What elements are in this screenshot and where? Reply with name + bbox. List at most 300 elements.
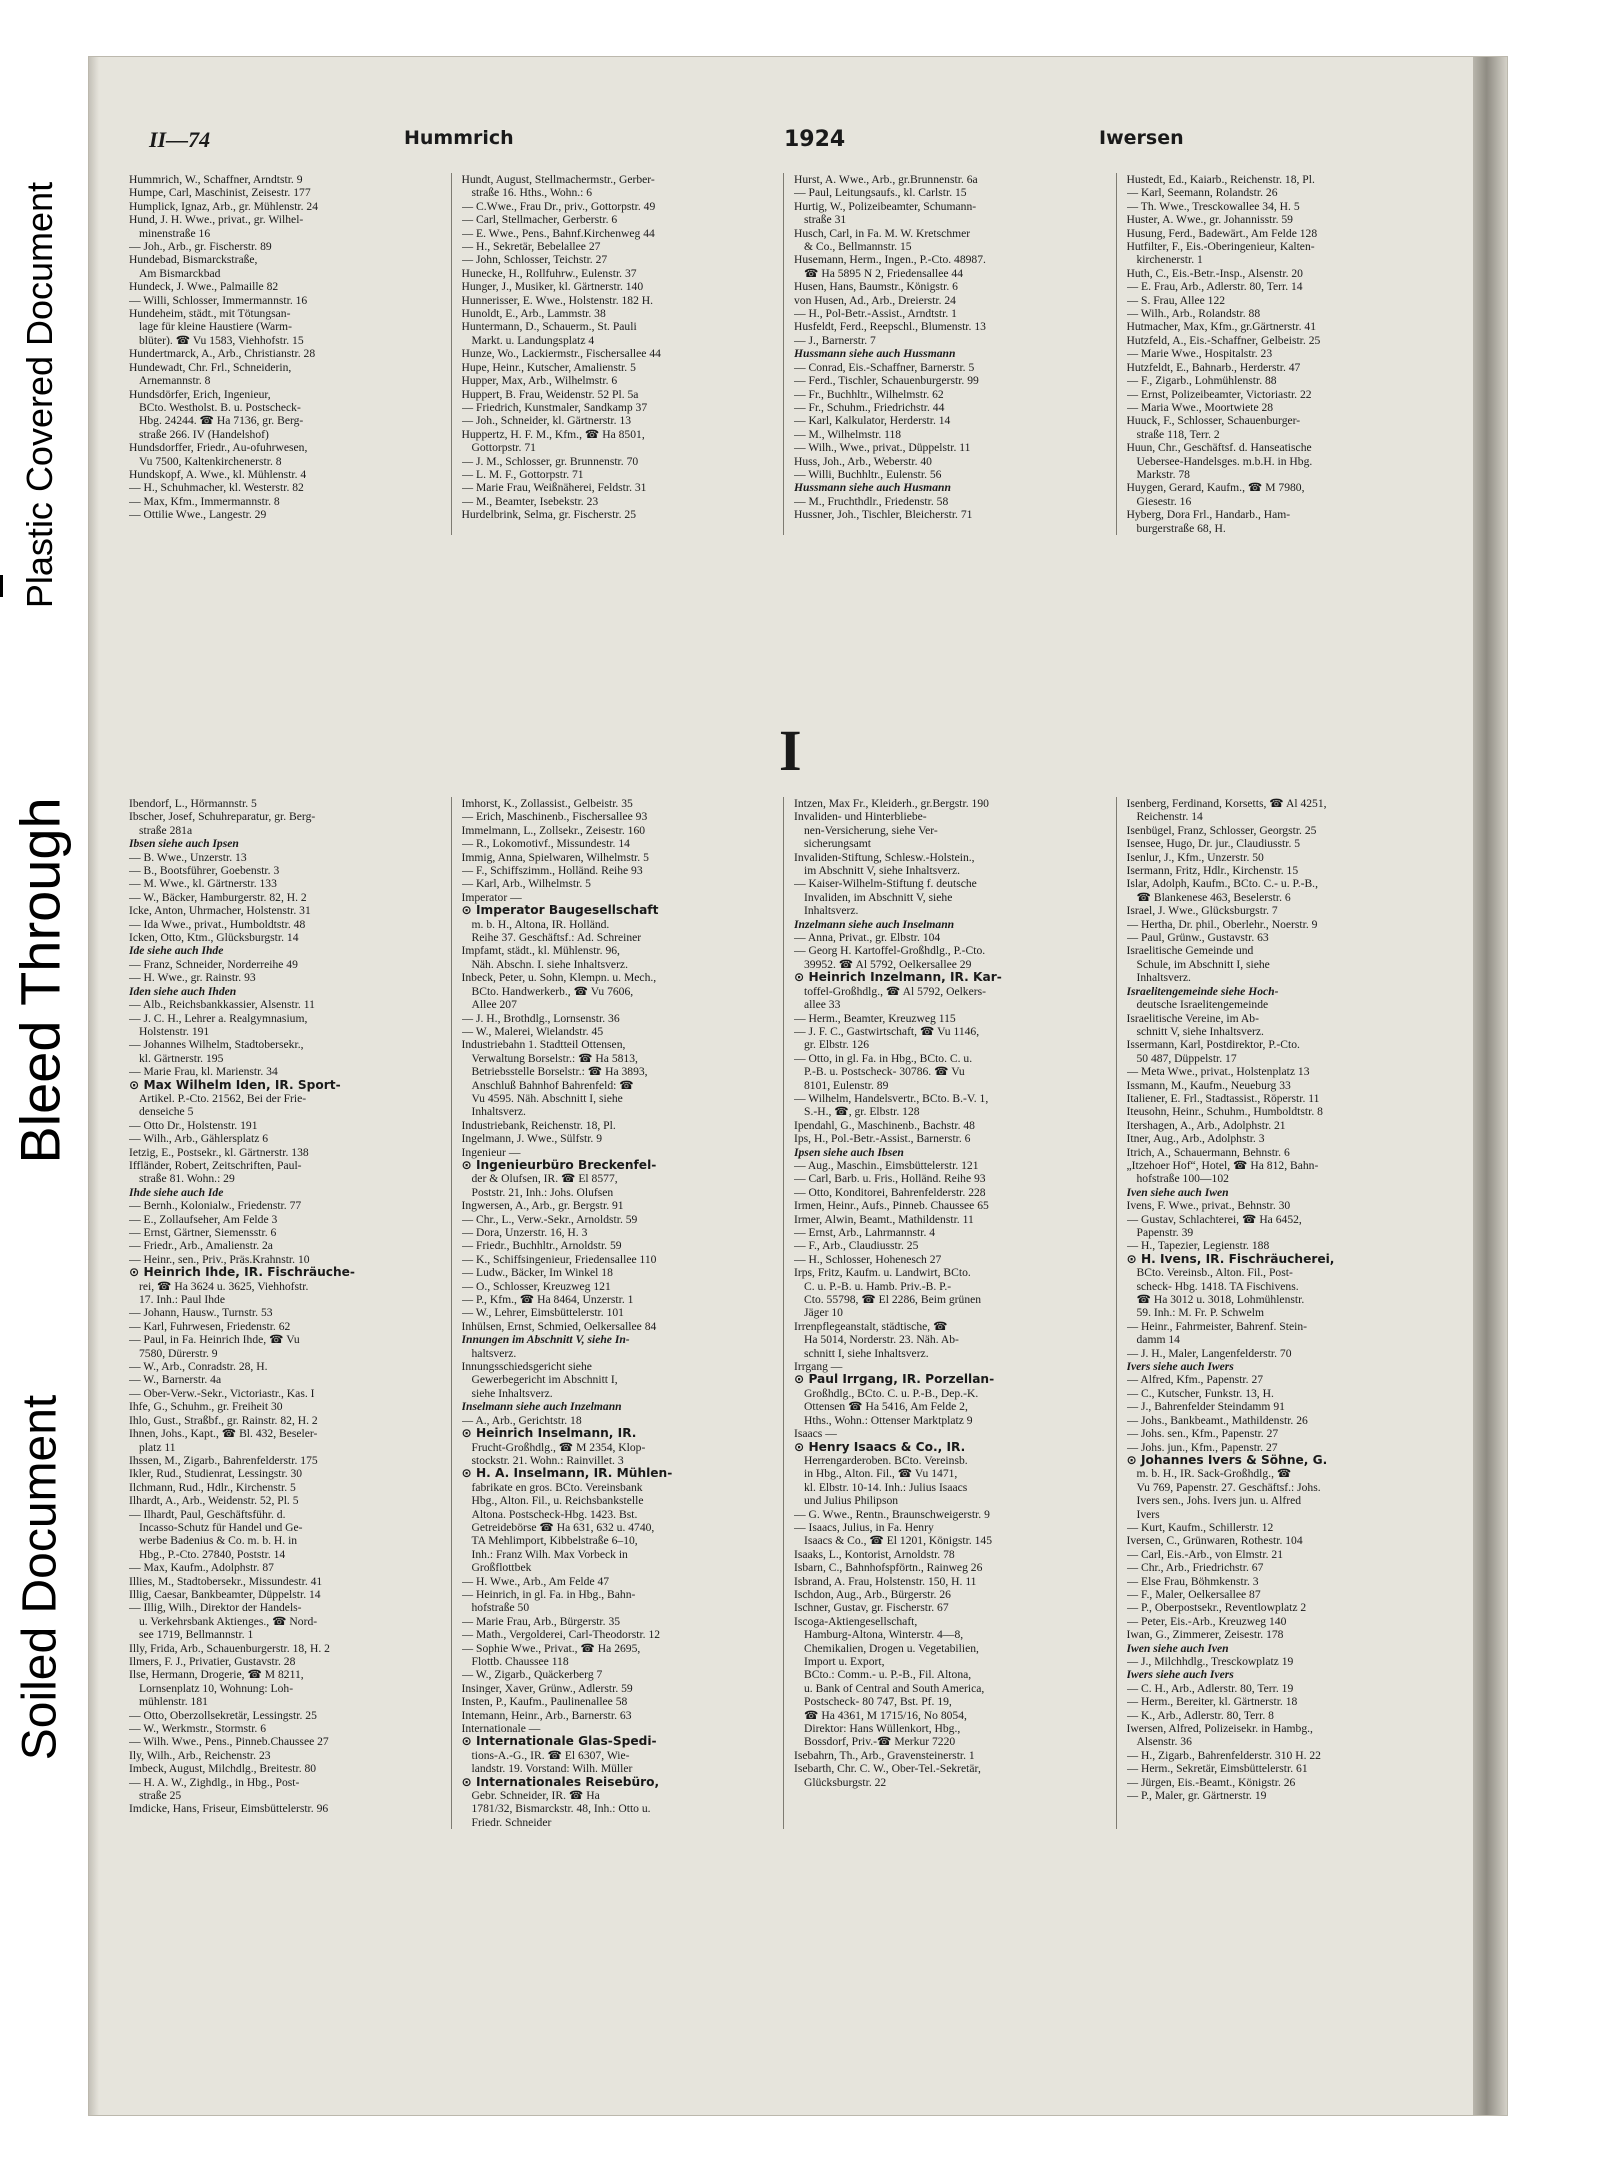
directory-entry: Hustedt, Ed., Kaiarb., Reichenstr. 18, Pl. — [1126, 173, 1315, 186]
directory-entry: nen-Versicherung, siehe Ver- — [804, 823, 938, 837]
directory-entry: ⊙ Ingenieurbüro Breckenfel- — [461, 1158, 657, 1172]
directory-entry: Husung, Ferd., Badewärt., Am Felde 128 — [1126, 226, 1318, 240]
directory-entry: minenstraße 16 — [139, 226, 211, 240]
directory-entry: — Joh., Arb., gr. Fischerstr. 89 — [129, 240, 272, 254]
directory-entry: Husfeldt, Ferd., Reepschl., Blumenstr. 13 — [794, 320, 986, 334]
directory-entry: Irmen, Heinr., Aufs., Pinneb. Chaussee 65 — [794, 1199, 989, 1213]
directory-entry: Ipendahl, G., Maschinenb., Bachstr. 48 — [794, 1118, 975, 1132]
directory-entry: — E. Wwe., Pens., Bahnf.Kirchenweg 44 — [461, 226, 655, 240]
directory-entry: Reihe 37. Geschäftsf.: Ad. Schreiner — [471, 931, 642, 945]
directory-entry: Hussner, Joh., Tischler, Bleicherstr. 71 — [794, 508, 973, 522]
directory-entry: Hummrich, W., Schaffner, Arndtstr. 9 — [129, 173, 303, 186]
directory-entry: Isebarth, Chr. C. W., Ober-Tel.-Sekretär, — [794, 1762, 981, 1776]
directory-entry: — Friedrich, Kunstmaler, Sandkamp 37 — [461, 400, 648, 414]
directory-entry: mühlenstr. 181 — [139, 1695, 208, 1709]
directory-entry: hofstraße 100—102 — [1136, 1172, 1229, 1186]
directory-entry: Hutfilter, F., Eis.-Oberingenieur, Kalten- — [1126, 240, 1315, 254]
directory-entry: Huppert, B. Frau, Weidenstr. 52 Pl. 5a — [461, 387, 639, 401]
directory-entry: Friedr. Schneider — [471, 1815, 552, 1829]
directory-entry: Ottensen ☎ Ha 5416, Am Felde 2, — [804, 1400, 968, 1414]
directory-entry: straße 25 — [139, 1789, 182, 1803]
directory-entry: Hunger, J., Musiker, kl. Gärtnerstr. 140 — [461, 280, 644, 294]
directory-entry: ⊙ Paul Irrgang, IR. Porzellan- — [794, 1373, 995, 1387]
directory-entry: Isenbügel, Franz, Schlosser, Georgstr. 25 — [1126, 823, 1317, 837]
directory-entry: — Johs. jun., Kfm., Papenstr. 27 — [1126, 1440, 1278, 1454]
directory-entry: Inzelmann siehe auch Inselmann — [794, 917, 955, 931]
directory-entry: Ietzig, E., Postsekr., kl. Gärtnerstr. 138 — [129, 1145, 309, 1159]
directory-entry: Illies, M., Stadtobersekr., Missundestr. 41 — [129, 1574, 323, 1588]
directory-entry: — F., Maler, Oelkersallee 87 — [1126, 1587, 1261, 1601]
directory-entry: Giesestr. 16 — [1136, 494, 1192, 508]
section-letter: I — [779, 718, 802, 783]
directory-entry: Inhaltsverz. — [471, 1105, 526, 1119]
directory-entry: Ilse, Hermann, Drogerie, ☎ M 8211, — [129, 1668, 304, 1682]
header-first-entry: Hummrich — [404, 127, 514, 149]
directory-entry: „Itzehoer Hof“, Hotel, ☎ Ha 812, Bahn- — [1126, 1158, 1319, 1172]
directory-entry: — Otto Dr., Holstenstr. 191 — [129, 1118, 258, 1132]
directory-entry: — H., Schuhmacher, kl. Westerstr. 82 — [129, 481, 304, 495]
header-last-entry: Iwersen — [1099, 127, 1184, 149]
directory-entry: Näh. Abschn. I. siehe Inhaltsverz. — [471, 957, 628, 971]
directory-entry: Inselmann siehe auch Inzelmann — [461, 1400, 622, 1414]
directory-entry: 59. Inh.: M. Fr. P. Schwelm — [1136, 1306, 1265, 1320]
directory-entry: Ivers siehe auch Iwers — [1126, 1360, 1234, 1374]
directory-entry: Issmann, M., Kaufm., Neueburg 33 — [1126, 1078, 1291, 1092]
directory-entry: — Erich, Maschinenb., Fischersallee 93 — [461, 810, 648, 824]
directory-entry: — W., Zigarb., Quäckerberg 7 — [461, 1668, 603, 1682]
directory-entry: Icke, Anton, Uhrmacher, Holstenstr. 31 — [129, 904, 311, 918]
directory-entry: — Ernst, Arb., Lahrmannstr. 4 — [794, 1226, 936, 1239]
directory-entry: werbe Badenius & Co. m. b. H. in — [139, 1534, 298, 1548]
directory-column — [794, 173, 1117, 535]
directory-entry: Iteusohn, Heinr., Schuhm., Humboldtstr. 8 — [1126, 1105, 1323, 1119]
directory-entry: Gebr. Schneider, IR. ☎ Ha — [471, 1789, 600, 1803]
directory-entry: Incasso-Schutz für Handel und Ge- — [139, 1520, 303, 1534]
directory-entry: — K., Schiffsingenieur, Friedensallee 110 — [461, 1252, 657, 1266]
directory-entry: — H., Zigarb., Bahrenfelderstr. 310 H. 22 — [1126, 1748, 1321, 1762]
directory-entry: Arnemannstr. 8 — [139, 374, 211, 388]
directory-entry: toffel-Großhdlg., ☎ Al 5792, Oelkers- — [804, 984, 986, 998]
directory-entry: Hunoldt, E., Arb., Lammstr. 38 — [461, 307, 606, 321]
directory-entry: Holstenstr. 191 — [139, 1024, 210, 1038]
directory-entry: Betriebsstelle Borselstr.: ☎ Ha 3893, — [471, 1065, 648, 1079]
directory-entry: Inh.: Franz Wilh. Max Vorbeck in — [471, 1547, 628, 1561]
directory-entry: — P., Maler, gr. Gärtnerstr. 19 — [1126, 1789, 1267, 1803]
directory-entry: — J. C. H., Lehrer a. Realgymnasium, — [129, 1011, 308, 1025]
directory-entry: — Jürgen, Eis.-Beamt., Königstr. 26 — [1126, 1775, 1296, 1789]
directory-entry: Iwen siehe auch Iven — [1126, 1641, 1229, 1655]
directory-entry: Iwersen, Alfred, Polizeisekr. in Hambg., — [1126, 1722, 1313, 1736]
directory-entry: — Georg H. Kartoffel-Großhdlg., P.-Cto. — [794, 944, 986, 958]
directory-entry: — Marie Frau, Weißnäherei, Feldstr. 31 — [461, 481, 647, 495]
directory-entry: — Johann, Hausw., Turnstr. 53 — [129, 1306, 273, 1320]
directory-entry: — Marie Wwe., Hospitalstr. 23 — [1126, 347, 1273, 361]
directory-entry: kirchenerstr. 1 — [1136, 253, 1203, 267]
directory-entry: Illig, Caesar, Bankbeamter, Düppelstr. 14 — [129, 1587, 321, 1601]
directory-entry: — W., Bäcker, Hamburgerstr. 82, H. 2 — [129, 890, 307, 904]
directory-entry: blüter). ☎ Vu 1583, Viehhofstr. 15 — [139, 333, 304, 347]
directory-entry: — F., Zigarb., Lohmühlenstr. 88 — [1126, 374, 1277, 388]
directory-entry: — Isaacs, Julius, in Fa. Henry — [794, 1520, 934, 1534]
directory-entry: — Paul, Leitungsaufs., kl. Carlstr. 15 — [794, 186, 967, 200]
directory-entry: ⊙ Max Wilhelm Iden, IR. Sport- — [129, 1078, 341, 1092]
directory-entry: von Husen, Ad., Arb., Dreierstr. 24 — [794, 293, 956, 307]
directory-entry: Ilmers, F. J., Privatier, Gustavstr. 28 — [129, 1655, 296, 1668]
directory-entry: — R., Lokomotivf., Missundestr. 14 — [461, 837, 630, 851]
directory-entry: rei, ☎ Ha 3624 u. 3625, Viehhofstr. — [139, 1279, 309, 1293]
directory-entry: Iwan, G., Zimmerer, Zeisestr. 178 — [1126, 1628, 1284, 1642]
directory-entry: burgerstraße 68, H. — [1136, 521, 1226, 535]
directory-entry: — J., Milchhdlg., Tresckowplatz 19 — [1126, 1655, 1294, 1668]
directory-column — [462, 797, 785, 1829]
directory-entry: — Karl, Arb., Wilhelmstr. 5 — [461, 877, 591, 891]
directory-entry: Huntermann, D., Schauerm., St. Pauli — [461, 320, 637, 334]
directory-entry: — W., Malerei, Wielandstr. 45 — [461, 1024, 604, 1038]
directory-entry: Ibsen siehe auch Ipsen — [129, 837, 239, 851]
directory-entry: — M., Fruchthdlr., Friedenstr. 58 — [794, 494, 949, 508]
page-header — [129, 127, 1449, 163]
directory-entry: see 1719, Bellmannstr. 1 — [139, 1628, 254, 1642]
directory-column — [794, 797, 1117, 1829]
directory-entry: schnitt I, siehe Inhaltsverz. — [804, 1346, 929, 1360]
directory-entry: Ingenieur — — [461, 1145, 521, 1159]
directory-entry: — Herm., Beamter, Kreuzweg 115 — [794, 1011, 956, 1025]
directory-entry: Hundewadt, Chr. Frl., Schneiderin, — [129, 360, 292, 374]
directory-entry: — H., Sekretär, Bebelallee 27 — [461, 240, 601, 254]
directory-entry: Itrich, A., Schauermann, Behnstr. 6 — [1126, 1145, 1290, 1159]
directory-entry: — Chr., Arb., Friedrichstr. 67 — [1126, 1561, 1264, 1575]
directory-entry: — M., Beamter, Isebekstr. 23 — [461, 494, 599, 508]
directory-entry: Iwers siehe auch Ivers — [1126, 1668, 1234, 1682]
directory-entry: — Max, Kfm., Immermannstr. 8 — [129, 494, 280, 508]
directory-entry: Gewerbegericht im Abschnitt I, — [471, 1373, 618, 1387]
directory-entry: — Marie Frau, kl. Marienstr. 34 — [129, 1065, 278, 1079]
directory-entry: ⊙ H. A. Inselmann, IR. Mühlen- — [461, 1467, 673, 1481]
directory-entry: Hupe, Heinr., Kutscher, Amalienstr. 5 — [461, 360, 636, 374]
directory-entry: — J. H., Brothdlg., Lornsenstr. 36 — [461, 1011, 620, 1025]
directory-entry: — Aug., Maschin., Eimsbüttelerstr. 121 — [794, 1158, 979, 1172]
directory-entry: Huster, A. Wwe., gr. Johannisstr. 59 — [1126, 213, 1293, 227]
directory-entry: denseiche 5 — [139, 1105, 194, 1119]
directory-entry: Insinger, Xaver, Grünw., Adlerstr. 59 — [461, 1681, 633, 1695]
directory-entry: — Chr., L., Verw.-Sekr., Arnoldstr. 59 — [461, 1212, 638, 1226]
directory-entry: fabrikate en gros. BCto. Vereinsbank — [471, 1480, 643, 1494]
directory-entry: — Friedr., Arb., Amalienstr. 2a — [129, 1239, 273, 1253]
directory-column — [1127, 797, 1450, 1829]
directory-entry: — J., Bahrenfelder Steindamm 91 — [1126, 1400, 1285, 1414]
directory-entry: Huygen, Gerard, Kaufm., ☎ M 7980, — [1126, 481, 1305, 495]
directory-entry: — Ernst, Gärtner, Siemensstr. 6 — [129, 1226, 277, 1239]
directory-entry: Inbeck, Peter, u. Sohn, Klempn. u. Mech., — [461, 971, 657, 985]
directory-entry: — F., Schiffszimm., Holländ. Reihe 93 — [461, 864, 643, 878]
directory-entry: Isaaks, L., Kontorist, Arnoldstr. 78 — [794, 1547, 955, 1561]
directory-entry: — Illig, Wilh., Direktor der Handels- — [129, 1601, 302, 1615]
directory-entry: lage für kleine Haustiere (Warm- — [139, 320, 292, 334]
directory-entry: Iversen, C., Grünwaren, Rothestr. 104 — [1126, 1534, 1303, 1548]
directory-entry: Ily, Wilh., Arb., Reichenstr. 23 — [129, 1748, 271, 1762]
directory-entry: Husemann, Herm., Ingen., P.-Cto. 48987. — [794, 253, 986, 267]
directory-entry: — Carl, Stellmacher, Gerberstr. 6 — [461, 213, 618, 227]
directory-entry: straße 118, Terr. 2 — [1136, 427, 1220, 441]
directory-entry: Hundeck, J. Wwe., Palmaille 82 — [129, 280, 279, 294]
directory-entry: — Kaiser-Wilhelm-Stiftung f. deutsche — [794, 877, 977, 891]
directory-entry: — W., Barnerstr. 4a — [129, 1373, 222, 1387]
directory-entry: — W., Arb., Conradstr. 28, H. — [129, 1360, 268, 1374]
directory-entry: ⊙ Heinrich Inselmann, IR. — [461, 1427, 637, 1441]
directory-entry: — M. Wwe., kl. Gärtnerstr. 133 — [129, 877, 277, 891]
directory-entry: 8101, Eulenstr. 89 — [804, 1078, 889, 1092]
directory-entry: Illy, Frida, Arb., Schauenburgerstr. 18, H. 2 — [129, 1641, 330, 1655]
directory-entry: Uebersee-Handelsges. m.b.H. in Hbg. — [1136, 454, 1313, 468]
directory-entry: straße 81. Wohn.: 29 — [139, 1172, 235, 1186]
directory-entry: — B. Wwe., Unzerstr. 13 — [129, 850, 247, 864]
directory-entry: 1781/32, Bismarckstr. 48, Inh.: Otto u. — [471, 1802, 651, 1816]
directory-entry: schnitt V, siehe Inhaltsverz. — [1136, 1024, 1264, 1038]
directory-entry: Italiener, E. Frl., Stadtassist., Röperstr. 11 — [1126, 1091, 1320, 1105]
directory-entry: — Ernst, Polizeibeamter, Victoriastr. 22 — [1126, 387, 1312, 401]
page-spine-shadow — [89, 57, 99, 2115]
directory-entry: — Karl, Kalkulator, Herderstr. 14 — [794, 414, 951, 428]
directory-entry: Icken, Otto, Ktm., Glücksburgstr. 14 — [129, 931, 299, 945]
directory-entry: Issermann, Karl, Postdirektor, P.-Cto. — [1126, 1038, 1300, 1052]
directory-entry: — H., Schlosser, Hohenesch 27 — [794, 1252, 942, 1266]
directory-entry: Ischdon, Aug., Arb., Bürgerstr. 26 — [794, 1587, 951, 1601]
directory-entry: BCto. Vereinsb., Alton. Fil., Post- — [1136, 1266, 1293, 1280]
directory-entry: Vu 7500, Kaltenkirchenerstr. 8 — [139, 454, 282, 468]
directory-entry: sicherungsamt — [804, 837, 871, 851]
directory-entry: Israel, J. Wwe., Glücksburgstr. 7 — [1126, 904, 1278, 918]
directory-entry: ⊙ H. Ivens, IR. Fischräucherei, — [1126, 1252, 1335, 1266]
directory-entry: — Karl, Seemann, Rolandstr. 26 — [1126, 186, 1278, 200]
directory-entry: Hundsdörfer, Erich, Ingenieur, — [129, 387, 271, 401]
directory-entry: ⊙ Henry Isaacs & Co., IR. — [794, 1440, 966, 1454]
directory-entry: — Peter, Eis.-Arb., Kreuzweg 140 — [1126, 1614, 1287, 1628]
directory-entry: Getreidebörse ☎ Ha 631, 632 u. 4740, — [471, 1520, 655, 1534]
directory-entry: kl. Gärtnerstr. 195 — [139, 1051, 224, 1065]
directory-entry: Hund, J. H. Wwe., privat., gr. Wilhel- — [129, 213, 304, 227]
directory-entry: straße 281a — [139, 823, 193, 837]
directory-entry: — H., Pol-Betr.-Assist., Arndtstr. 1 — [794, 307, 957, 321]
directory-entry: Husen, Hans, Baumstr., Königstr. 6 — [794, 280, 958, 294]
directory-entry: kl. Elbstr. 10-14. Inh.: Julius Isaacs — [804, 1480, 968, 1494]
directory-entry: Ilchmann, Rud., Hdlr., Kirchenstr. 5 — [129, 1480, 296, 1494]
directory-entry: Hunecke, H., Rollfuhrw., Eulenstr. 37 — [461, 266, 637, 280]
directory-entry: Ihssen, M., Zigarb., Bahrenfelderstr. 175 — [129, 1453, 318, 1467]
directory-entry: Hunze, Wo., Lackiermstr., Fischersallee 44 — [461, 347, 661, 361]
directory-entry: — Herm., Sekretär, Eimsbüttelerstr. 61 — [1126, 1762, 1308, 1776]
directory-entry: — Carl, Barb. u. Fris., Holländ. Reihe 93 — [794, 1172, 986, 1186]
directory-entry: u. Bank of Central and South America, — [804, 1681, 985, 1695]
directory-entry: — H., Tapezier, Legienstr. 188 — [1126, 1239, 1270, 1253]
directory-entry: BCto. Handwerkerb., ☎ Vu 7606, — [471, 984, 634, 998]
directory-entry: Ingelmann, J. Wwe., Sülfstr. 9 — [461, 1132, 603, 1146]
directory-entry: Direktor: Hans Wüllenkort, Hbg., — [804, 1722, 961, 1736]
directory-entry: — Heinrich, in gl. Fa. in Hbg., Bahn- — [461, 1587, 636, 1601]
directory-entry: — Marie Frau, Arb., Bürgerstr. 35 — [461, 1614, 621, 1628]
directory-entry: — L. M. F., Gottorpstr. 71 — [461, 467, 584, 481]
directory-entry: Husch, Carl, in Fa. M. W. Kretschmer — [794, 226, 971, 240]
directory-entry: 39952. ☎ Al 5792, Oelkersallee 29 — [804, 957, 972, 971]
directory-entry: Ha 5014, Norderstr. 23. Näh. Ab- — [804, 1333, 959, 1347]
directory-entry: Gottorpstr. 71 — [471, 441, 536, 455]
directory-entry: — C., Kutscher, Funkstr. 13, H. — [1126, 1386, 1274, 1400]
directory-entry: — Else Frau, Böhmkenstr. 3 — [1126, 1574, 1259, 1588]
directory-entry: landstr. 19. Vorstand: Wilh. Müller — [471, 1762, 633, 1776]
directory-entry: Großflottbek — [471, 1561, 532, 1575]
header-year: 1924 — [784, 127, 846, 152]
directory-entry: Hundebad, Bismarckstraße, — [129, 253, 258, 267]
directory-entry: Innungsschiedsgericht siehe — [461, 1360, 592, 1374]
directory-entry: — Wilh., Arb., Gählersplatz 6 — [129, 1132, 269, 1146]
directory-entry: — Maria Wwe., Moortwiete 28 — [1126, 400, 1274, 414]
directory-entry: siehe Inhaltsverz. — [471, 1386, 553, 1400]
directory-entry: Imhorst, K., Zollassist., Gelbeistr. 35 — [461, 797, 633, 810]
directory-entry: — Joh., Schneider, kl. Gärtnerstr. 13 — [461, 414, 632, 428]
directory-entry: — Conrad, Eis.-Schaffner, Barnerstr. 5 — [794, 360, 975, 374]
directory-entry: Ivens, F. Wwe., privat., Behnstr. 30 — [1126, 1199, 1291, 1213]
directory-entry: Hths., Wohn.: Ottenser Marktplatz 9 — [804, 1413, 973, 1427]
directory-entry: — Sophie Wwe., Privat., ☎ Ha 2695, — [461, 1641, 641, 1655]
directory-entry: Isbrand, A. Frau, Holstenstr. 150, H. 11 — [794, 1574, 977, 1588]
directory-entry: Am Bismarckbad — [139, 266, 221, 280]
directory-entry: ⊙ Internationale Glas-Spedi- — [461, 1735, 657, 1749]
directory-entry: C. u. P.-B. u. Hamb. Priv.-B. P.- — [804, 1279, 952, 1293]
directory-entry: — J. F. C., Gastwirtschaft, ☎ Vu 1146, — [794, 1024, 980, 1038]
directory-entry: Allee 207 — [471, 998, 517, 1012]
directory-entry: — Otto, in gl. Fa. in Hbg., BCto. C. u. — [794, 1051, 973, 1065]
directory-entry: Isaacs — — [794, 1427, 837, 1441]
directory-entry: ⊙ Internationales Reisebüro, — [461, 1775, 660, 1789]
directory-entry: 7580, Dürerstr. 9 — [139, 1346, 218, 1360]
directory-entry: BCto.: Comm.- u. P.-B., Fil. Altona, — [804, 1668, 972, 1682]
directory-entry: Hutzfeldt, E., Bahnarb., Herderstr. 47 — [1126, 360, 1301, 374]
directory-entry: Hutmacher, Max, Kfm., gr.Gärtnerstr. 41 — [1126, 320, 1316, 334]
directory-entry: ☎ Ha 5895 N 2, Friedensallee 44 — [804, 266, 964, 280]
directory-entry: scheck- Hbg. 1418. TA Fischivens. — [1136, 1279, 1299, 1293]
directory-entry: TA Mehlimport, Kibbelstraße 6–10, — [471, 1534, 638, 1548]
directory-columns-top — [129, 173, 1449, 535]
directory-entry: — Friedr., Buchhltr., Arnoldstr. 59 — [461, 1239, 622, 1253]
directory-columns-bottom — [129, 797, 1449, 1829]
directory-entry: u. Verkehrsbank Aktienges., ☎ Nord- — [139, 1614, 318, 1628]
directory-entry: — P., Oberpostsekr., Reventlowplatz 2 — [1126, 1601, 1307, 1615]
directory-entry: Chemikalien, Drogen u. Vegetabilien, — [804, 1641, 979, 1655]
directory-entry: ⊙ Heinrich Inzelmann, IR. Kar- — [794, 971, 1002, 985]
directory-entry: & Co., Bellmannstr. 15 — [804, 240, 912, 254]
directory-entry: Hundskopf, A. Wwe., kl. Mühlenstr. 4 — [129, 467, 307, 481]
plastic-covered-label: Plastic Covered Document — [19, 181, 60, 609]
directory-entry: — W., Lehrer, Eimsbüttelerstr. 101 — [461, 1306, 624, 1320]
directory-entry: Ischner, Gustav, gr. Fischerstr. 67 — [794, 1601, 949, 1615]
directory-entry: Huppertz, H. F. M., Kfm., ☎ Ha 8501, — [461, 427, 645, 441]
directory-entry: platz 11 — [139, 1440, 176, 1454]
directory-entry: ⊙ Heinrich Ihde, IR. Fischräuche- — [129, 1266, 355, 1280]
directory-entry: Ibendorf, L., Hörmannstr. 5 — [129, 797, 257, 810]
directory-entry: ☎ Ha 4361, M 1715/16, No 8054, — [804, 1708, 967, 1722]
directory-entry: Itershagen, A., Arb., Adolphstr. 21 — [1126, 1118, 1286, 1132]
directory-entry: Ihnen, Johs., Kapt., ☎ Bl. 432, Beseler- — [129, 1427, 318, 1441]
directory-entry: — Math., Vergolderei, Carl-Theodorstr. 12 — [461, 1628, 661, 1642]
directory-entry: Papenstr. 39 — [1136, 1226, 1194, 1239]
directory-entry: und Julius Philipson — [804, 1494, 899, 1508]
directory-entry: Hurtig, W., Polizeibeamter, Schumann- — [794, 199, 977, 213]
directory-entry: Ihde siehe auch Ide — [129, 1185, 224, 1199]
directory-entry: Ilhardt, A., Arb., Weidenstr. 52, Pl. 5 — [129, 1494, 299, 1508]
directory-entry: — Johs., Bankbeamt., Mathildenstr. 26 — [1126, 1413, 1308, 1427]
directory-entry: Schule, im Abschnitt I, siehe — [1136, 957, 1270, 971]
directory-entry: Alsenstr. 36 — [1136, 1735, 1192, 1749]
directory-entry: 50 487, Düppelstr. 17 — [1136, 1051, 1237, 1065]
directory-entry: — Meta Wwe., privat., Holstenplatz 13 — [1126, 1065, 1310, 1079]
directory-entry: — P., Kfm., ☎ Ha 8464, Unzerstr. 1 — [461, 1293, 634, 1307]
directory-entry: Altona. Postscheck-Hbg. 1423. Bst. — [471, 1507, 638, 1521]
page-number: II—74 — [149, 127, 211, 152]
directory-entry: Jäger 10 — [804, 1306, 843, 1320]
directory-entry: Herrengarderoben. BCto. Vereinsb. — [804, 1453, 968, 1467]
directory-entry: Verwaltung Borselstr.: ☎ Ha 5813, — [471, 1051, 638, 1065]
directory-entry: Hundsdorffer, Friedr., Au-ofuhrwesen, — [129, 441, 308, 455]
directory-entry: Iden siehe auch Ihden — [129, 984, 237, 998]
directory-entry: Hbg., P.-Cto. 27840, Poststr. 14 — [139, 1547, 286, 1561]
directory-entry: Isermann, Fritz, Hdlr., Kirchenstr. 15 — [1126, 864, 1299, 878]
directory-entry: Imbeck, August, Milchdlg., Breitestr. 80 — [129, 1762, 317, 1776]
directory-entry: — E., Zollaufseher, Am Felde 3 — [129, 1212, 278, 1226]
directory-entry: — Paul, Grünw., Gustavstr. 63 — [1126, 931, 1269, 945]
directory-entry: — Fr., Schuhm., Friedrichstr. 44 — [794, 400, 945, 414]
directory-entry: — S. Frau, Allee 122 — [1126, 293, 1226, 307]
directory-entry: Innungen im Abschnitt V, siehe In- — [461, 1333, 630, 1347]
directory-entry: Islar, Adolph, Kaufm., BCto. C.- u. P.-B., — [1126, 877, 1318, 891]
directory-entry: Artikel. P.-Cto. 21562, Bei der Frie- — [139, 1091, 307, 1105]
directory-entry: — H. Wwe., Arb., Am Felde 47 — [461, 1574, 610, 1588]
directory-entry: — Ludw., Bäcker, Im Winkel 18 — [461, 1266, 613, 1280]
directory-entry: Import u. Export, — [804, 1655, 885, 1668]
directory-entry: Hussmann siehe auch Hussmann — [794, 347, 956, 361]
directory-entry: Großhdlg., BCto. C. u. P.-B., Dep.-K. — [804, 1386, 979, 1400]
directory-entry: BCto. Westholst. B. u. Postscheck- — [139, 400, 301, 414]
directory-entry: Insten, P., Kaufm., Paulinenallee 58 — [461, 1695, 628, 1709]
directory-entry: Hunnerisser, E. Wwe., Holstenstr. 182 H. — [461, 293, 654, 307]
directory-entry: straße 16. Hths., Wohn.: 6 — [471, 186, 593, 200]
directory-entry: Frucht-Großhdlg., ☎ M 2354, Klop- — [471, 1440, 646, 1454]
directory-entry: Israelitische Vereine, im Ab- — [1126, 1011, 1259, 1025]
directory-entry: — Anna, Privat., gr. Elbstr. 104 — [794, 931, 941, 945]
directory-entry: — Dora, Unzerstr. 16, H. 3 — [461, 1226, 588, 1239]
directory-entry: Isbarn, C., Bahnhofspförtn., Rainweg 26 — [794, 1561, 983, 1575]
directory-entry: — Otto, Konditorei, Bahrenfelderstr. 228 — [794, 1185, 986, 1199]
directory-entry: ☎ Ha 3012 u. 3018, Lohmühlenstr. — [1136, 1293, 1305, 1307]
directory-column — [1127, 173, 1450, 535]
directory-entry: — Bernh., Kolonialw., Friedenstr. 77 — [129, 1199, 302, 1213]
directory-entry: — Gustav, Schlachterei, ☎ Ha 6452, — [1126, 1212, 1302, 1226]
directory-entry: Imdicke, Hans, Friseur, Eimsbüttelerstr. 96 — [129, 1802, 329, 1816]
directory-entry: P.-B. u. Postscheck- 30786. ☎ Vu — [804, 1065, 965, 1079]
directory-entry: — Franz, Schneider, Norderreihe 49 — [129, 957, 298, 971]
directory-entry: Reichenstr. 14 — [1136, 810, 1203, 824]
directory-entry: — J. H., Maler, Langenfelderstr. 70 — [1126, 1346, 1292, 1360]
directory-entry: Hundertmarck, A., Arb., Christianstr. 28 — [129, 347, 316, 361]
directory-entry: Isensee, Hugo, Dr. jur., Claudiusstr. 5 — [1126, 837, 1301, 851]
directory-entry: — Max, Kaufm., Adolphstr. 87 — [129, 1561, 274, 1575]
directory-entry: Irrenpflegeanstalt, städtische, ☎ — [794, 1319, 948, 1333]
directory-entry: Hupper, Max, Arb., Wilhelmstr. 6 — [461, 374, 618, 388]
directory-entry: — Wilhelm, Handelsvertr., BCto. B.-V. 1, — [794, 1091, 989, 1105]
directory-entry: — Kurt, Kaufm., Schillerstr. 12 — [1126, 1520, 1274, 1534]
directory-entry: Huuck, F., Schlosser, Schauenburger- — [1126, 414, 1301, 428]
directory-entry: 17. Inh.: Paul Ihde — [139, 1293, 225, 1307]
directory-entry: — Wilh. Wwe., Pens., Pinneb.Chaussee 27 — [129, 1735, 329, 1749]
directory-entry: Ihlo, Gust., Straßbf., gr. Rainstr. 82, H. 2 — [129, 1413, 318, 1427]
